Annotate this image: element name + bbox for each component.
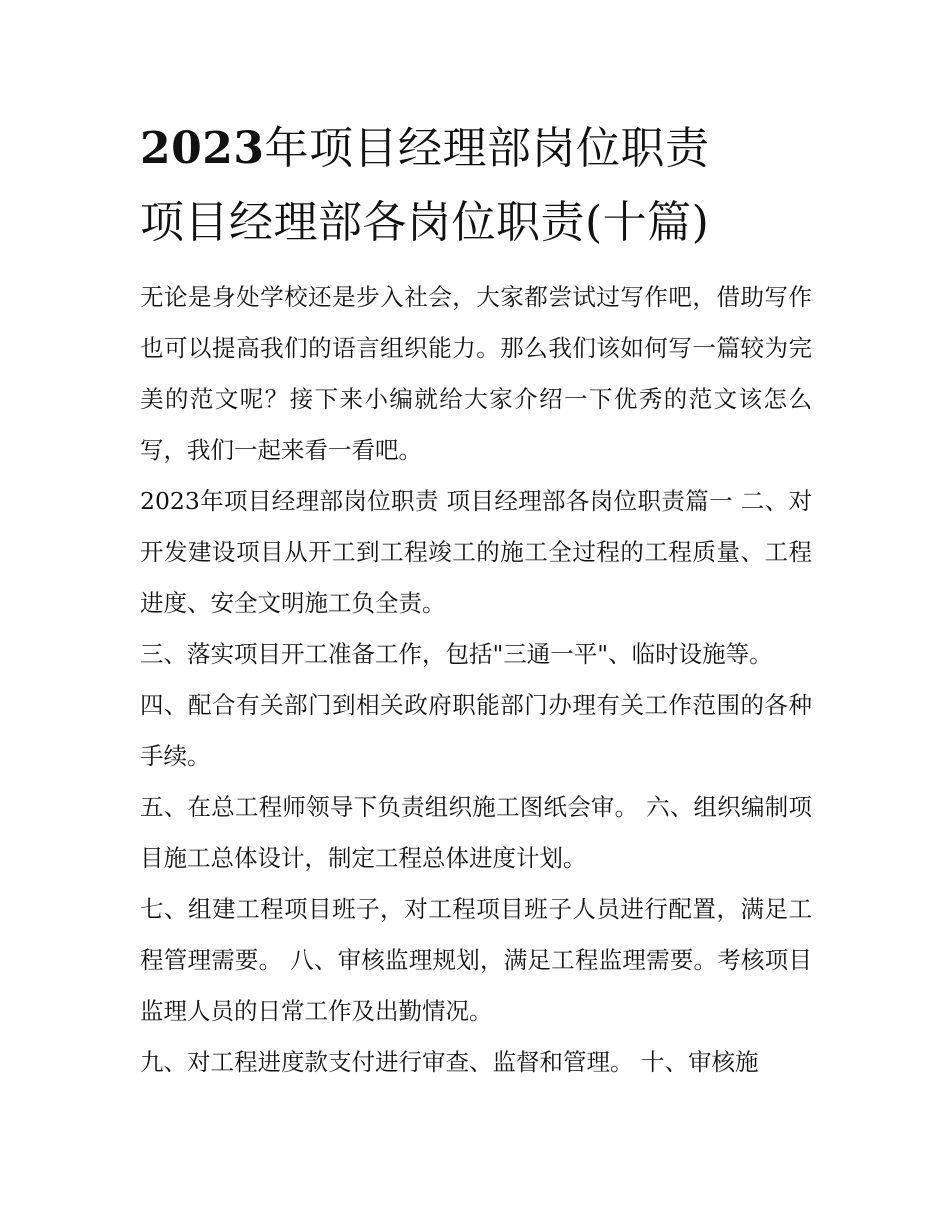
paragraph-duty-9-10: 九、对工程进度款支付进行审查、监督和管理。 十、审核施 xyxy=(140,1048,759,1076)
document-title xyxy=(140,112,812,260)
paragraph-duty-5-6: 五、在总工程师领导下负责组织施工图纸会审。 六、组织编制项目施工总体设计，制定工程总体进度计划。 xyxy=(140,793,812,872)
title-line1: 年项目经理部岗位职责 xyxy=(264,123,710,174)
title-year: 2023 xyxy=(140,123,265,174)
paragraph-intro: 无论是身处学校还是步入社会，大家都尝试过写作吧，借助写作也可以提高我们的语言组织能力。那么我们该如何写一篇较为完美的范文呢？接下来小编就给大家介绍一下优秀的范文该怎么写，我们一起来看一看吧。 xyxy=(140,283,812,464)
paragraph-duty-3: 三、落实项目开工准备工作，包括"三通一平"、临时设施等。 xyxy=(140,640,773,668)
paragraph-duty-2: 2023年项目经理部岗位职责 项目经理部各岗位职责篇一 二、对开发建设项目从开工到工程竣工的施工全过程的工程质量、工程进度、安全文明施工负全责。 xyxy=(140,487,812,617)
document-page xyxy=(140,112,812,1088)
title-line2: 项目经理部各岗位职责(十篇) xyxy=(140,197,710,248)
document-body xyxy=(140,272,812,1088)
paragraph-duty-7-8: 七、组建工程项目班子，对工程项目班子人员进行配置，满足工程管理需要。 八、审核监理规划，满足工程监理需要。考核项目监理人员的日常工作及出勤情况。 xyxy=(140,895,812,1025)
paragraph-duty-4: 四、配合有关部门到相关政府职能部门办理有关工作范围的各种手续。 xyxy=(140,691,812,770)
